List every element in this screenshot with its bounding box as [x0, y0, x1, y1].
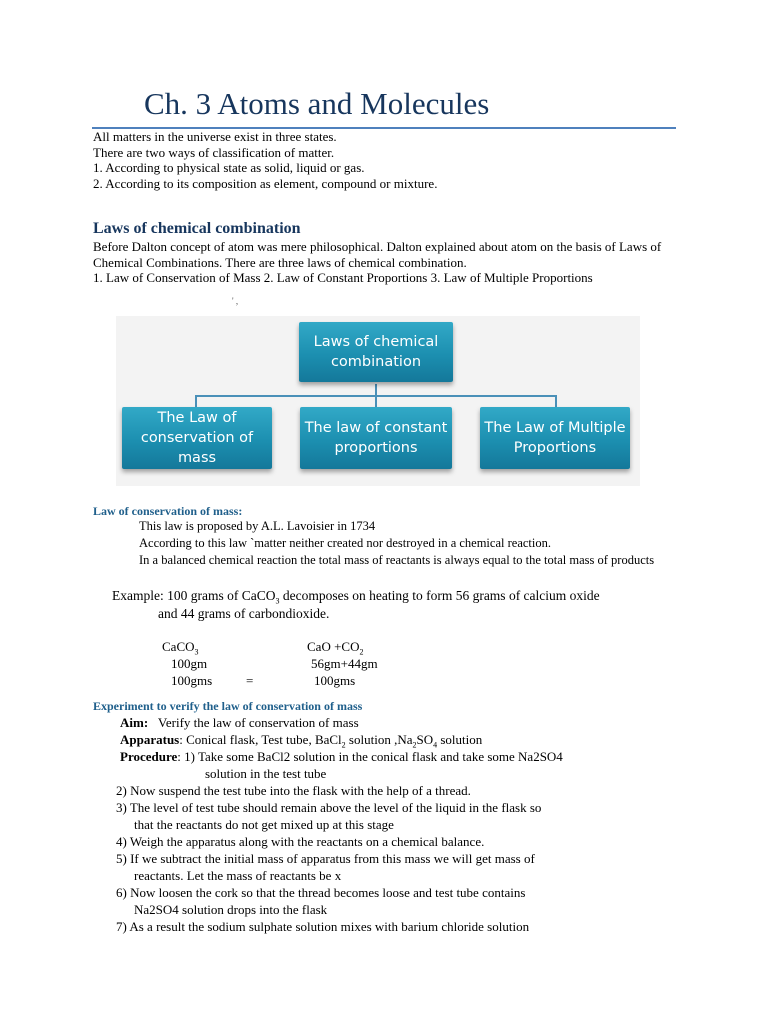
step-line: 2) Now suspend the test tube into the flask with the help of a thread. — [116, 783, 471, 798]
intro-line: There are two ways of classification of matter. — [93, 144, 335, 160]
list-item — [116, 535, 676, 551]
laws-paragraph: Before Dalton concept of atom was mere philosophical. Dalton explained about atom on the basis of Laws of Chemical Combinations. There are three laws of chemical combination. — [93, 239, 662, 270]
procedure-label: Procedure — [120, 749, 178, 764]
experiment-heading: Experiment to verify the law of conservation of mass — [93, 699, 363, 713]
step-line: 4) Weigh the apparatus along with the reactants on a chemical balance. — [116, 834, 485, 849]
procedure-line-cont: solution in the test tube — [205, 766, 327, 781]
bullet-text: According to this law `matter neither created nor destroyed in a chemical reaction. — [139, 536, 551, 550]
conservation-heading: Law of conservation of mass: — [93, 504, 243, 518]
list-item — [116, 518, 676, 534]
experiment-block — [116, 714, 686, 935]
aim-text: Verify the law of conservation of mass — [157, 715, 359, 730]
intro-line: 1. According to physical state as solid, liquid or gas. — [93, 160, 365, 175]
procedure-line — [116, 748, 686, 765]
bullet-text: This law is proposed by A.L. Lavoisier in 1734 — [139, 519, 376, 533]
equation-left-mass: 100gm — [171, 656, 208, 671]
step-line-cont: that the reactants do not get mixed up at this stage — [134, 817, 394, 832]
connector-left — [195, 395, 197, 407]
equation-right-formula — [307, 638, 363, 655]
connector-right — [555, 395, 557, 407]
apparatus-text: solution — [437, 732, 483, 747]
apparatus-text: solution ,Na — [345, 732, 413, 747]
diagram-box-label: The Law of Multiple Proportions — [484, 420, 626, 456]
example-block — [112, 587, 682, 623]
laws-heading: Laws of chemical combination — [93, 220, 301, 237]
intro-line: 2. According to its composition as element, compound or mixture. — [93, 175, 438, 191]
page-title: Ch. 3 Atoms and Molecules — [144, 86, 490, 121]
example-text: decomposes on heating to form 56 grams of calcium oxide — [279, 588, 600, 603]
intro-block — [93, 129, 437, 191]
subscript: 2 — [412, 740, 417, 750]
stray-marks: ' , — [232, 296, 239, 306]
diagram-root-label: Laws of chemical combination — [313, 334, 439, 370]
conservation-bullets — [116, 518, 676, 569]
diagram-box-label: The law of constant proportions — [304, 420, 448, 456]
equation-left-formula — [162, 638, 199, 655]
apparatus-text: SO — [416, 732, 434, 747]
step-line: 5) If we subtract the initial mass of apparatus from this mass we will get mass of — [116, 851, 535, 866]
laws-paragraph-block — [93, 239, 673, 286]
example-line — [112, 587, 682, 605]
example-text: Example: 100 grams of CaCO — [112, 588, 276, 603]
example-line: and 44 grams of carbondioxide. — [158, 606, 330, 621]
apparatus-line — [116, 731, 686, 748]
equation-right-mass: 56gm+44gm — [311, 656, 378, 671]
step-line-cont: reactants. Let the mass of reactants be x — [134, 868, 342, 883]
diagram-box-conservation — [122, 407, 272, 469]
equation-left-total: 100gms — [171, 673, 213, 688]
equation-right-total: 100gms — [314, 673, 356, 688]
formula-text: CaO +CO — [307, 639, 360, 654]
subscript: 4 — [433, 740, 438, 750]
subscript: 2 — [341, 740, 346, 750]
laws-list: 1. Law of Conservation of Mass 2. Law of Constant Proportions 3. Law of Multiple Proportions — [93, 270, 593, 285]
diagram-box-label: The Law of conservation of mass — [140, 410, 254, 466]
step-line: 6) Now loosen the cork so that the thread becomes loose and test tube contains — [116, 885, 526, 900]
diagram-box-constant — [300, 407, 452, 469]
aim-label: Aim: — [120, 715, 149, 730]
diagram-root-box — [299, 322, 453, 382]
subscript: 3 — [275, 596, 280, 606]
connector-root-down — [375, 384, 377, 395]
aim-line — [116, 714, 686, 731]
subscript: 2 — [359, 647, 364, 657]
step-line-cont: Na2SO4 solution drops into the flask — [134, 902, 328, 917]
intro-line: All matters in the universe exist in three states. — [93, 129, 337, 144]
procedure-text: : 1) Take some BaCl2 solution in the conical flask and take some Na2SO4 — [177, 749, 563, 764]
formula-text: CaCO — [162, 639, 195, 654]
apparatus-text: : Conical flask, Test tube, BaCl — [179, 732, 342, 747]
laws-diagram — [116, 316, 640, 486]
equation-equals: = — [246, 673, 254, 688]
step-line: 7) As a result the sodium sulphate solution mixes with barium chloride solution — [116, 919, 530, 934]
list-item — [116, 552, 676, 568]
step-line: 3) The level of test tube should remain above the level of the liquid in the flask so — [116, 800, 542, 815]
apparatus-label: Apparatus — [120, 732, 180, 747]
diagram-box-multiple — [480, 407, 630, 469]
subscript: 3 — [194, 647, 199, 657]
bullet-text: In a balanced chemical reaction the total mass of reactants is always equal to the total mass of products — [139, 553, 655, 567]
connector-middle — [375, 395, 377, 407]
